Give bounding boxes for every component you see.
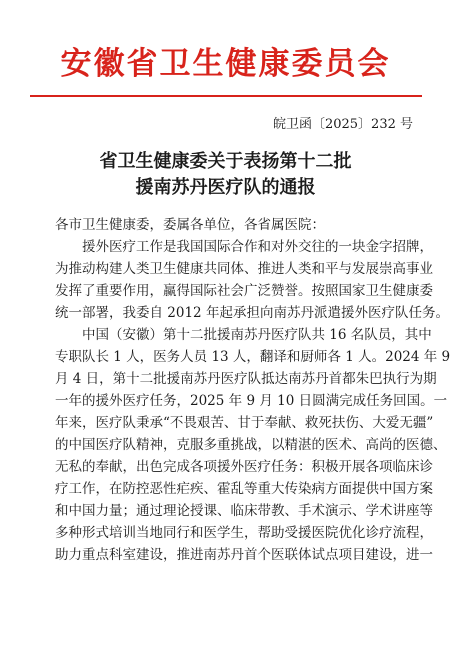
body-line: 一年的援外医疗任务，2025 年 9 月 10 日圆满完成任务回国。一 bbox=[55, 393, 448, 409]
document-number: 皖卫函〔2025〕232 号 bbox=[272, 117, 413, 132]
document-title-line-1: 省卫生健康委关于表扬第十二批 bbox=[99, 151, 352, 172]
body-line: 年来，医疗队秉承“不畏艰苦、甘于奉献、救死扶伤、大爱无疆” bbox=[55, 415, 434, 431]
body-line: 月 4 日，第十二批援南苏丹医疗队抵达南苏丹首都朱巴执行为期 bbox=[55, 371, 437, 387]
salutation: 各市卫生健康委，委属各单位，各省属医院： bbox=[55, 217, 325, 233]
red-rule bbox=[30, 95, 422, 97]
body-line: 为推动构建人类卫生健康共同体、推进人类和平与发展崇高事业 bbox=[55, 261, 433, 277]
body-line: 专职队长 1 人，医务人员 13 人，翻译和厨师各 1 人。2024 年 9 bbox=[55, 349, 451, 365]
body-line: 的中国医疗队精神，克服多重挑战，以精湛的医术、高尚的医德、 bbox=[55, 437, 447, 453]
body-line: 无私的奉献，出色完成各项援外医疗任务：积极开展各项临床诊 bbox=[55, 459, 433, 475]
masthead-title: 安徽省卫生健康委员会 bbox=[60, 46, 391, 82]
body-line: 中国（安徽）第十二批援南苏丹医疗队共 16 名队员，其中 bbox=[82, 327, 432, 343]
body-line: 助力重点科室建设，推进南苏丹首个医联体试点项目建设，进一 bbox=[55, 547, 433, 563]
body-line: 疗工作，在防控恶性疟疾、霍乱等重大传染病方面提供中国方案 bbox=[55, 481, 433, 497]
body-line: 和中国力量；通过理论授课、临床带教、手术演示、学术讲座等 bbox=[55, 503, 433, 519]
document-title-line-2: 援南苏丹医疗队的通报 bbox=[135, 177, 316, 198]
body-line: 多种形式培训当地同行和医学生，帮助受援医院优化诊疗流程， bbox=[55, 525, 433, 541]
body-line: 发挥了重要作用，赢得国际社会广泛赞誉。按照国家卫生健康委 bbox=[55, 283, 433, 299]
body-line: 援外医疗工作是我国国际合作和对外交往的一块金字招牌， bbox=[82, 239, 433, 255]
body-line: 统一部署，我委自 2012 年起承担向南苏丹派遣援外医疗队任务。 bbox=[55, 305, 449, 321]
